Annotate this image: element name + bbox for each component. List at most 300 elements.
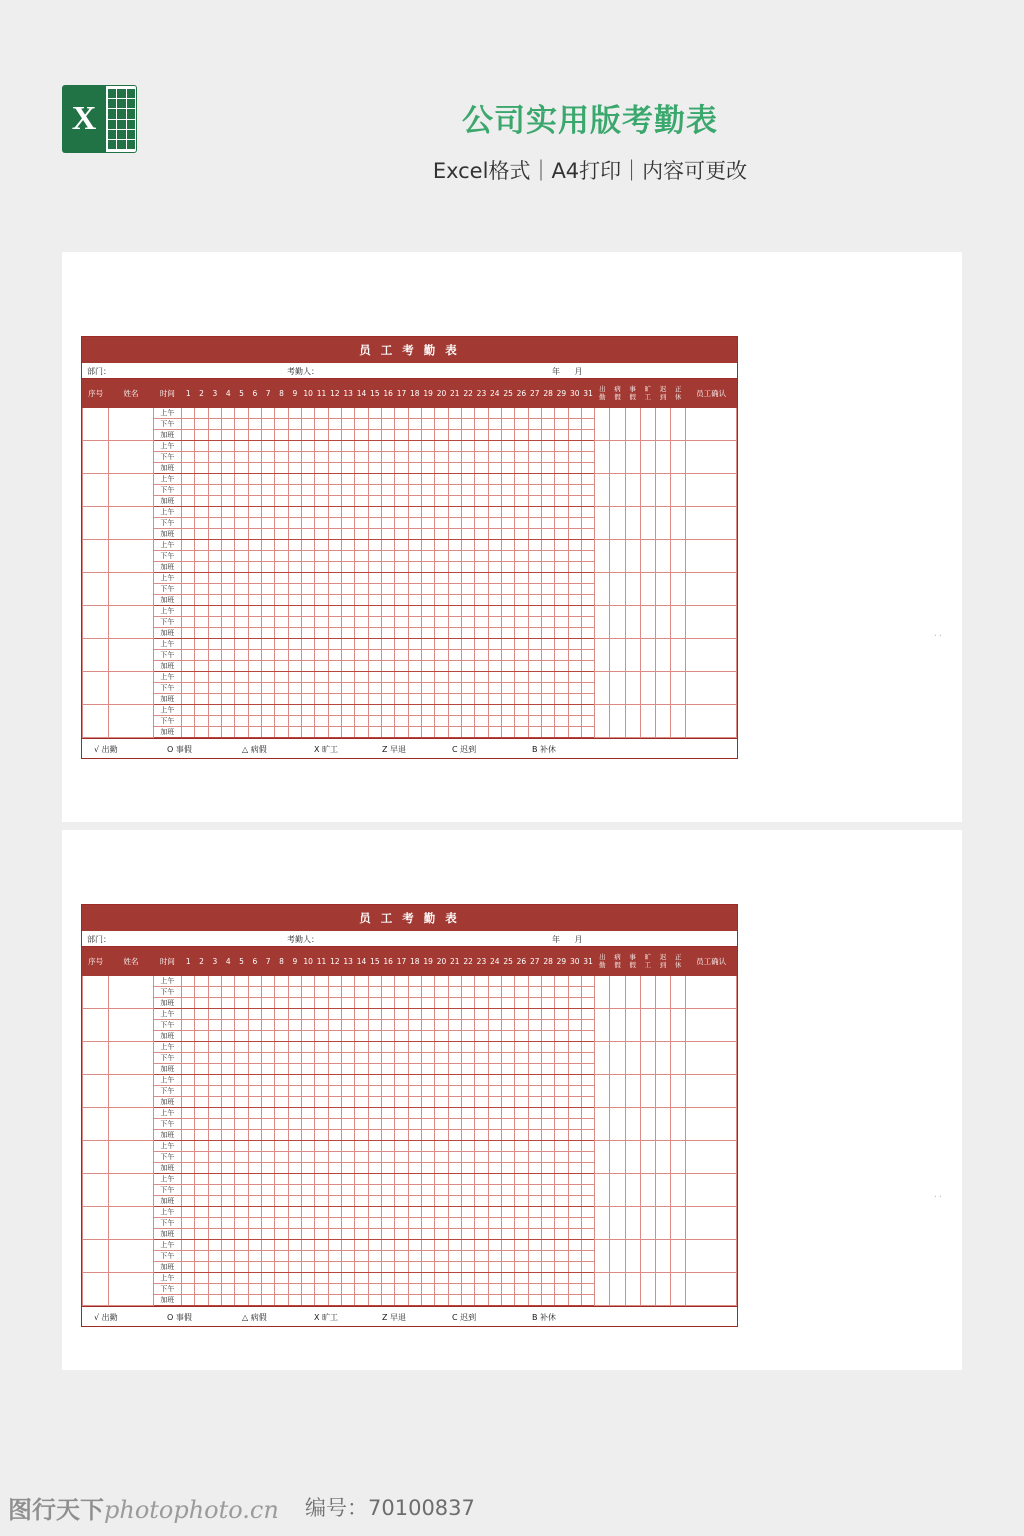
cell-day[interactable]: [315, 573, 328, 584]
cell-day[interactable]: [528, 485, 541, 496]
cell-day[interactable]: [581, 441, 594, 452]
cell-day[interactable]: [395, 1284, 408, 1295]
cell-day[interactable]: [568, 1141, 581, 1152]
cell-day[interactable]: [408, 1284, 421, 1295]
cell-day[interactable]: [568, 650, 581, 661]
cell-day[interactable]: [342, 496, 355, 507]
cell-day[interactable]: [275, 716, 288, 727]
cell-day[interactable]: [435, 540, 448, 551]
cell-day[interactable]: [541, 1251, 554, 1262]
cell-stat[interactable]: [671, 573, 686, 606]
cell-day[interactable]: [248, 1152, 261, 1163]
cell-day[interactable]: [448, 1262, 461, 1273]
cell-day[interactable]: [288, 507, 301, 518]
cell-name[interactable]: [109, 1042, 153, 1075]
cell-day[interactable]: [262, 976, 275, 987]
cell-day[interactable]: [435, 1196, 448, 1207]
cell-day[interactable]: [315, 430, 328, 441]
cell-day[interactable]: [262, 1031, 275, 1042]
cell-day[interactable]: [275, 529, 288, 540]
cell-day[interactable]: [262, 1240, 275, 1251]
cell-day[interactable]: [461, 1218, 474, 1229]
cell-day[interactable]: [541, 485, 554, 496]
cell-day[interactable]: [275, 441, 288, 452]
cell-day[interactable]: [488, 1251, 501, 1262]
cell-day[interactable]: [381, 628, 394, 639]
cell-day[interactable]: [568, 1218, 581, 1229]
cell-day[interactable]: [381, 1108, 394, 1119]
cell-seq[interactable]: [83, 1075, 109, 1108]
cell-day[interactable]: [408, 1064, 421, 1075]
cell-day[interactable]: [555, 1152, 568, 1163]
cell-day[interactable]: [315, 496, 328, 507]
cell-day[interactable]: [475, 705, 488, 716]
cell-day[interactable]: [315, 1295, 328, 1306]
cell-day[interactable]: [302, 1163, 315, 1174]
cell-day[interactable]: [235, 1207, 248, 1218]
cell-day[interactable]: [448, 1141, 461, 1152]
cell-day[interactable]: [515, 1273, 528, 1284]
cell-day[interactable]: [355, 1273, 368, 1284]
cell-day[interactable]: [501, 584, 514, 595]
cell-day[interactable]: [208, 408, 221, 419]
cell-day[interactable]: [275, 1075, 288, 1086]
cell-day[interactable]: [475, 1207, 488, 1218]
cell-day[interactable]: [568, 1207, 581, 1218]
cell-day[interactable]: [555, 1273, 568, 1284]
cell-day[interactable]: [488, 1295, 501, 1306]
cell-day[interactable]: [568, 1108, 581, 1119]
cell-day[interactable]: [182, 1174, 195, 1185]
cell-day[interactable]: [475, 540, 488, 551]
cell-day[interactable]: [222, 507, 235, 518]
cell-day[interactable]: [222, 1207, 235, 1218]
cell-day[interactable]: [182, 551, 195, 562]
cell-day[interactable]: [262, 1086, 275, 1097]
cell-day[interactable]: [555, 518, 568, 529]
cell-day[interactable]: [195, 540, 208, 551]
cell-day[interactable]: [315, 1240, 328, 1251]
cell-day[interactable]: [328, 1251, 341, 1262]
cell-day[interactable]: [262, 518, 275, 529]
cell-day[interactable]: [195, 551, 208, 562]
cell-day[interactable]: [515, 507, 528, 518]
cell-day[interactable]: [208, 1020, 221, 1031]
cell-day[interactable]: [435, 1152, 448, 1163]
cell-stat[interactable]: [595, 1108, 610, 1141]
cell-day[interactable]: [342, 694, 355, 705]
cell-day[interactable]: [541, 1273, 554, 1284]
cell-day[interactable]: [342, 1273, 355, 1284]
cell-day[interactable]: [568, 1119, 581, 1130]
cell-day[interactable]: [355, 1229, 368, 1240]
cell-day[interactable]: [408, 430, 421, 441]
cell-day[interactable]: [475, 474, 488, 485]
cell-day[interactable]: [581, 408, 594, 419]
cell-day[interactable]: [448, 1284, 461, 1295]
cell-day[interactable]: [501, 1108, 514, 1119]
cell-day[interactable]: [461, 1262, 474, 1273]
cell-day[interactable]: [342, 1295, 355, 1306]
cell-stat[interactable]: [610, 1207, 625, 1240]
cell-day[interactable]: [501, 1152, 514, 1163]
cell-day[interactable]: [302, 683, 315, 694]
cell-day[interactable]: [448, 1020, 461, 1031]
cell-day[interactable]: [195, 419, 208, 430]
cell-day[interactable]: [501, 529, 514, 540]
cell-day[interactable]: [368, 518, 381, 529]
cell-day[interactable]: [222, 441, 235, 452]
cell-day[interactable]: [408, 661, 421, 672]
cell-day[interactable]: [381, 1163, 394, 1174]
cell-day[interactable]: [568, 694, 581, 705]
cell-day[interactable]: [195, 705, 208, 716]
cell-day[interactable]: [368, 1295, 381, 1306]
cell-day[interactable]: [315, 694, 328, 705]
cell-day[interactable]: [421, 1086, 434, 1097]
cell-day[interactable]: [435, 1262, 448, 1273]
cell-stat[interactable]: [595, 1141, 610, 1174]
cell-day[interactable]: [302, 1097, 315, 1108]
cell-day[interactable]: [262, 496, 275, 507]
cell-day[interactable]: [288, 1141, 301, 1152]
cell-day[interactable]: [248, 595, 261, 606]
cell-day[interactable]: [435, 1064, 448, 1075]
cell-day[interactable]: [528, 727, 541, 738]
cell-day[interactable]: [488, 716, 501, 727]
cell-day[interactable]: [248, 529, 261, 540]
cell-day[interactable]: [501, 1207, 514, 1218]
cell-day[interactable]: [368, 584, 381, 595]
cell-stat[interactable]: [640, 1141, 655, 1174]
cell-day[interactable]: [541, 1141, 554, 1152]
cell-day[interactable]: [342, 628, 355, 639]
cell-day[interactable]: [568, 408, 581, 419]
cell-day[interactable]: [315, 1075, 328, 1086]
cell-day[interactable]: [182, 507, 195, 518]
cell-stat[interactable]: [610, 1075, 625, 1108]
cell-stat[interactable]: [671, 474, 686, 507]
cell-day[interactable]: [248, 1119, 261, 1130]
cell-day[interactable]: [342, 1119, 355, 1130]
cell-day[interactable]: [555, 1284, 568, 1295]
cell-day[interactable]: [475, 408, 488, 419]
cell-name[interactable]: [109, 1207, 153, 1240]
cell-confirm[interactable]: [686, 573, 737, 606]
cell-day[interactable]: [461, 485, 474, 496]
cell-day[interactable]: [501, 694, 514, 705]
cell-day[interactable]: [408, 441, 421, 452]
cell-day[interactable]: [368, 1009, 381, 1020]
cell-day[interactable]: [395, 496, 408, 507]
cell-day[interactable]: [275, 562, 288, 573]
cell-day[interactable]: [408, 1108, 421, 1119]
cell-day[interactable]: [475, 1152, 488, 1163]
cell-day[interactable]: [501, 661, 514, 672]
cell-day[interactable]: [568, 1130, 581, 1141]
cell-day[interactable]: [461, 1229, 474, 1240]
cell-seq[interactable]: [83, 1141, 109, 1174]
cell-day[interactable]: [315, 419, 328, 430]
cell-day[interactable]: [381, 1273, 394, 1284]
cell-day[interactable]: [342, 1218, 355, 1229]
cell-stat[interactable]: [655, 1240, 670, 1273]
cell-day[interactable]: [342, 518, 355, 529]
cell-day[interactable]: [248, 606, 261, 617]
cell-day[interactable]: [381, 694, 394, 705]
cell-day[interactable]: [222, 430, 235, 441]
cell-stat[interactable]: [610, 1009, 625, 1042]
cell-day[interactable]: [262, 1119, 275, 1130]
cell-day[interactable]: [328, 1196, 341, 1207]
cell-day[interactable]: [528, 1031, 541, 1042]
cell-day[interactable]: [182, 562, 195, 573]
cell-day[interactable]: [195, 430, 208, 441]
cell-day[interactable]: [381, 1086, 394, 1097]
cell-day[interactable]: [448, 1097, 461, 1108]
cell-day[interactable]: [355, 518, 368, 529]
cell-seq[interactable]: [83, 573, 109, 606]
cell-day[interactable]: [448, 1185, 461, 1196]
cell-day[interactable]: [408, 683, 421, 694]
cell-day[interactable]: [541, 727, 554, 738]
cell-stat[interactable]: [640, 1009, 655, 1042]
cell-day[interactable]: [461, 1185, 474, 1196]
cell-day[interactable]: [501, 1284, 514, 1295]
cell-day[interactable]: [381, 485, 394, 496]
cell-day[interactable]: [288, 639, 301, 650]
cell-day[interactable]: [288, 661, 301, 672]
cell-day[interactable]: [541, 474, 554, 485]
cell-day[interactable]: [581, 628, 594, 639]
cell-day[interactable]: [355, 716, 368, 727]
cell-day[interactable]: [195, 1163, 208, 1174]
cell-day[interactable]: [448, 1295, 461, 1306]
cell-day[interactable]: [488, 639, 501, 650]
cell-day[interactable]: [435, 452, 448, 463]
cell-day[interactable]: [475, 1130, 488, 1141]
cell-day[interactable]: [461, 1152, 474, 1163]
cell-day[interactable]: [302, 485, 315, 496]
cell-day[interactable]: [208, 1042, 221, 1053]
cell-day[interactable]: [208, 452, 221, 463]
cell-day[interactable]: [315, 595, 328, 606]
cell-day[interactable]: [195, 683, 208, 694]
cell-day[interactable]: [555, 987, 568, 998]
cell-confirm[interactable]: [686, 1207, 737, 1240]
cell-day[interactable]: [342, 562, 355, 573]
cell-day[interactable]: [222, 650, 235, 661]
cell-day[interactable]: [395, 419, 408, 430]
cell-stat[interactable]: [625, 573, 640, 606]
cell-day[interactable]: [195, 1141, 208, 1152]
cell-day[interactable]: [408, 1053, 421, 1064]
cell-day[interactable]: [328, 408, 341, 419]
cell-day[interactable]: [448, 1163, 461, 1174]
cell-day[interactable]: [395, 1174, 408, 1185]
cell-day[interactable]: [421, 529, 434, 540]
cell-day[interactable]: [528, 1163, 541, 1174]
cell-day[interactable]: [581, 540, 594, 551]
cell-day[interactable]: [208, 661, 221, 672]
cell-day[interactable]: [302, 1009, 315, 1020]
cell-day[interactable]: [355, 683, 368, 694]
cell-day[interactable]: [248, 976, 261, 987]
cell-day[interactable]: [248, 1229, 261, 1240]
cell-day[interactable]: [435, 650, 448, 661]
cell-day[interactable]: [182, 683, 195, 694]
cell-day[interactable]: [488, 441, 501, 452]
cell-day[interactable]: [461, 1086, 474, 1097]
cell-day[interactable]: [501, 408, 514, 419]
cell-day[interactable]: [501, 705, 514, 716]
cell-day[interactable]: [302, 694, 315, 705]
cell-day[interactable]: [288, 1020, 301, 1031]
cell-day[interactable]: [302, 529, 315, 540]
cell-day[interactable]: [581, 584, 594, 595]
cell-day[interactable]: [195, 485, 208, 496]
cell-day[interactable]: [182, 1053, 195, 1064]
cell-day[interactable]: [248, 1163, 261, 1174]
cell-day[interactable]: [328, 452, 341, 463]
cell-day[interactable]: [248, 1207, 261, 1218]
cell-day[interactable]: [328, 1108, 341, 1119]
cell-day[interactable]: [515, 430, 528, 441]
cell-day[interactable]: [368, 661, 381, 672]
cell-day[interactable]: [208, 998, 221, 1009]
cell-stat[interactable]: [610, 1042, 625, 1075]
cell-day[interactable]: [581, 419, 594, 430]
cell-day[interactable]: [235, 529, 248, 540]
cell-day[interactable]: [302, 1020, 315, 1031]
cell-day[interactable]: [515, 998, 528, 1009]
cell-stat[interactable]: [640, 1207, 655, 1240]
cell-day[interactable]: [195, 606, 208, 617]
cell-day[interactable]: [501, 1042, 514, 1053]
cell-day[interactable]: [421, 1273, 434, 1284]
cell-day[interactable]: [328, 1185, 341, 1196]
cell-day[interactable]: [421, 1196, 434, 1207]
cell-day[interactable]: [275, 1141, 288, 1152]
cell-day[interactable]: [248, 1086, 261, 1097]
cell-day[interactable]: [368, 1141, 381, 1152]
cell-day[interactable]: [195, 1053, 208, 1064]
cell-day[interactable]: [222, 1119, 235, 1130]
cell-day[interactable]: [315, 1284, 328, 1295]
cell-day[interactable]: [222, 1097, 235, 1108]
cell-day[interactable]: [528, 551, 541, 562]
cell-day[interactable]: [208, 1284, 221, 1295]
cell-day[interactable]: [182, 1295, 195, 1306]
cell-day[interactable]: [435, 419, 448, 430]
cell-day[interactable]: [288, 1295, 301, 1306]
cell-seq[interactable]: [83, 1042, 109, 1075]
cell-day[interactable]: [182, 617, 195, 628]
cell-day[interactable]: [248, 683, 261, 694]
cell-day[interactable]: [342, 1031, 355, 1042]
cell-stat[interactable]: [625, 639, 640, 672]
cell-day[interactable]: [342, 1262, 355, 1273]
cell-day[interactable]: [208, 1262, 221, 1273]
cell-day[interactable]: [461, 573, 474, 584]
cell-day[interactable]: [515, 595, 528, 606]
cell-day[interactable]: [235, 595, 248, 606]
cell-day[interactable]: [421, 650, 434, 661]
cell-day[interactable]: [328, 1273, 341, 1284]
cell-day[interactable]: [328, 419, 341, 430]
cell-day[interactable]: [302, 661, 315, 672]
cell-day[interactable]: [408, 1218, 421, 1229]
cell-day[interactable]: [355, 976, 368, 987]
cell-day[interactable]: [182, 1075, 195, 1086]
cell-day[interactable]: [368, 1152, 381, 1163]
cell-day[interactable]: [328, 683, 341, 694]
cell-day[interactable]: [528, 1218, 541, 1229]
cell-day[interactable]: [435, 1284, 448, 1295]
cell-day[interactable]: [182, 987, 195, 998]
cell-seq[interactable]: [83, 1108, 109, 1141]
cell-day[interactable]: [581, 1020, 594, 1031]
cell-day[interactable]: [182, 1031, 195, 1042]
cell-day[interactable]: [448, 1251, 461, 1262]
cell-day[interactable]: [461, 683, 474, 694]
cell-day[interactable]: [381, 1141, 394, 1152]
cell-day[interactable]: [288, 705, 301, 716]
cell-day[interactable]: [488, 1185, 501, 1196]
cell-day[interactable]: [448, 1207, 461, 1218]
cell-day[interactable]: [275, 987, 288, 998]
cell-day[interactable]: [248, 1251, 261, 1262]
cell-day[interactable]: [288, 1251, 301, 1262]
cell-day[interactable]: [235, 507, 248, 518]
cell-day[interactable]: [302, 1042, 315, 1053]
cell-day[interactable]: [368, 716, 381, 727]
cell-day[interactable]: [421, 1009, 434, 1020]
cell-day[interactable]: [475, 1042, 488, 1053]
cell-day[interactable]: [568, 727, 581, 738]
cell-day[interactable]: [515, 1053, 528, 1064]
cell-day[interactable]: [195, 1108, 208, 1119]
cell-day[interactable]: [461, 1196, 474, 1207]
cell-day[interactable]: [395, 672, 408, 683]
cell-day[interactable]: [328, 716, 341, 727]
cell-day[interactable]: [421, 1295, 434, 1306]
cell-day[interactable]: [488, 573, 501, 584]
cell-day[interactable]: [408, 672, 421, 683]
cell-day[interactable]: [581, 727, 594, 738]
cell-stat[interactable]: [625, 1009, 640, 1042]
cell-day[interactable]: [408, 584, 421, 595]
cell-day[interactable]: [461, 1163, 474, 1174]
cell-day[interactable]: [475, 496, 488, 507]
cell-day[interactable]: [568, 1064, 581, 1075]
cell-day[interactable]: [275, 1185, 288, 1196]
cell-day[interactable]: [488, 628, 501, 639]
cell-day[interactable]: [381, 408, 394, 419]
cell-day[interactable]: [581, 1284, 594, 1295]
cell-stat[interactable]: [625, 540, 640, 573]
cell-day[interactable]: [555, 562, 568, 573]
cell-day[interactable]: [515, 1009, 528, 1020]
cell-day[interactable]: [275, 1240, 288, 1251]
cell-day[interactable]: [448, 485, 461, 496]
cell-day[interactable]: [288, 540, 301, 551]
cell-day[interactable]: [315, 976, 328, 987]
cell-day[interactable]: [342, 529, 355, 540]
cell-day[interactable]: [342, 998, 355, 1009]
cell-day[interactable]: [408, 976, 421, 987]
cell-day[interactable]: [488, 1174, 501, 1185]
